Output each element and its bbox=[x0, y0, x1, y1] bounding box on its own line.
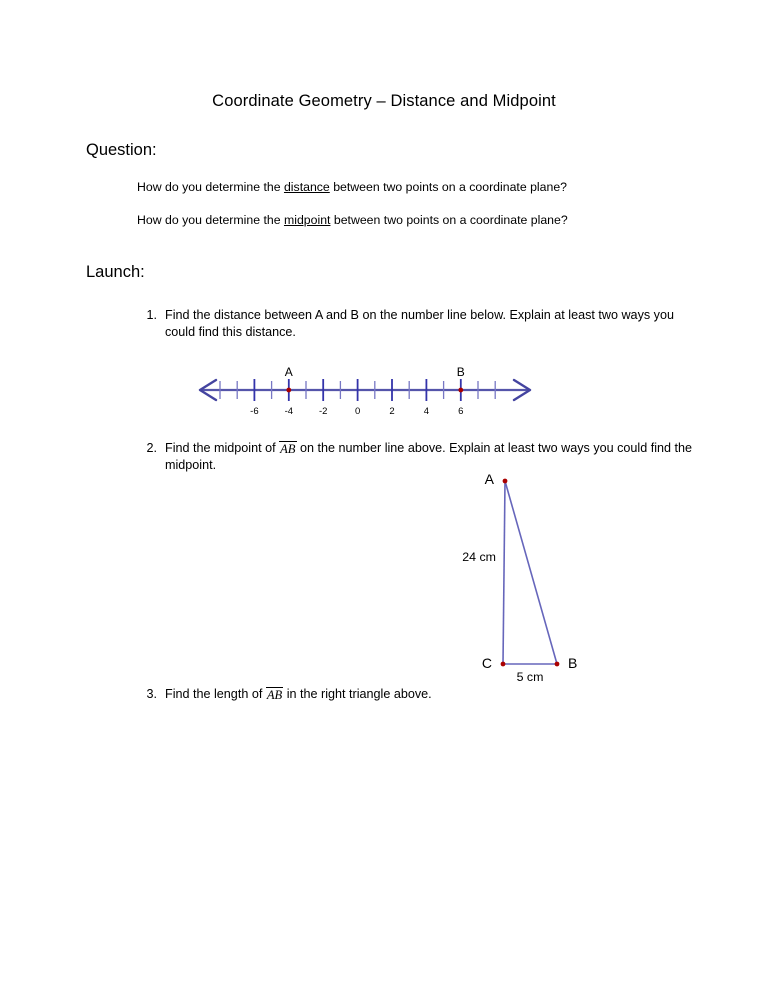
section-heading-question: Question: bbox=[86, 141, 157, 159]
question-line-2-after: between two points on a coordinate plane? bbox=[330, 213, 568, 227]
number-line-tick-label: -6 bbox=[250, 406, 259, 416]
question-line-1 bbox=[137, 179, 567, 195]
number-line-point-label-a: A bbox=[284, 365, 293, 379]
triangle-vertex-b bbox=[555, 662, 560, 667]
question-line-1-keyword: distance bbox=[283, 180, 330, 194]
list-item-text-before: Find the distance between A and B on the number line below. Explain at least two ways you could find this distance. bbox=[165, 308, 674, 339]
triangle-edges bbox=[503, 481, 557, 664]
question-line-2 bbox=[137, 212, 568, 228]
number-line-point-label-b: B bbox=[456, 365, 465, 379]
segment-notation-ab: AB bbox=[280, 442, 296, 456]
side-label-horizontal-leg: 5 cm bbox=[516, 670, 544, 684]
question-line-1-before: How do you determine the bbox=[137, 180, 284, 194]
triangle-vertex-points bbox=[501, 479, 560, 667]
triangle-vertex-c bbox=[501, 662, 506, 667]
list-item-text-after: on the number line above. Explain at least two ways you could find the midpoint. bbox=[165, 441, 693, 472]
segment-notation-ab: AB bbox=[266, 688, 283, 702]
number-line-tick-label: 2 bbox=[389, 406, 395, 416]
triangle-vertex-label-a: A bbox=[484, 471, 494, 487]
triangle-vertex-a bbox=[503, 479, 508, 484]
list-item-text-before: Find the length of bbox=[165, 687, 266, 701]
list-item bbox=[137, 307, 697, 340]
number-line-tick-label: -2 bbox=[318, 406, 328, 416]
number-line-point-b bbox=[458, 388, 463, 393]
list-item-number: 3. bbox=[146, 687, 157, 701]
number-line-tick-label: 6 bbox=[458, 406, 464, 416]
page-title: Coordinate Geometry – Distance and Midpoint bbox=[212, 92, 556, 110]
question-line-1-after: between two points on a coordinate plane? bbox=[329, 180, 568, 194]
number-line-tick-label: 0 bbox=[354, 406, 361, 416]
right-triangle-figure bbox=[440, 466, 630, 690]
section-heading-launch: Launch: bbox=[86, 263, 145, 281]
question-line-2-keyword: midpoint bbox=[283, 213, 331, 227]
number-line-tick-labels bbox=[250, 406, 463, 416]
triangle-vertex-label-b: B bbox=[568, 655, 578, 671]
list-item-number: 1. bbox=[146, 308, 157, 322]
list-item-text-after: in the right triangle above. bbox=[283, 687, 432, 701]
side-label-vertical-leg: 24 cm bbox=[462, 550, 496, 564]
list-item-text-before: Find the midpoint of bbox=[165, 441, 280, 455]
question-line-2-before: How do you determine the bbox=[137, 213, 284, 227]
number-line-tick-label: -4 bbox=[284, 406, 294, 416]
triangle-vertex-label-c: C bbox=[481, 655, 492, 671]
list-item-number: 2. bbox=[146, 441, 157, 455]
number-line-point-a bbox=[286, 388, 291, 393]
list-item bbox=[137, 686, 697, 703]
number-line-axis bbox=[200, 380, 530, 400]
number-line-figure bbox=[190, 358, 540, 416]
list-item-text bbox=[165, 307, 697, 340]
number-line-tick-label: 4 bbox=[423, 406, 430, 416]
triangle-vertex-labels bbox=[482, 471, 577, 671]
list-item-text bbox=[165, 686, 697, 703]
